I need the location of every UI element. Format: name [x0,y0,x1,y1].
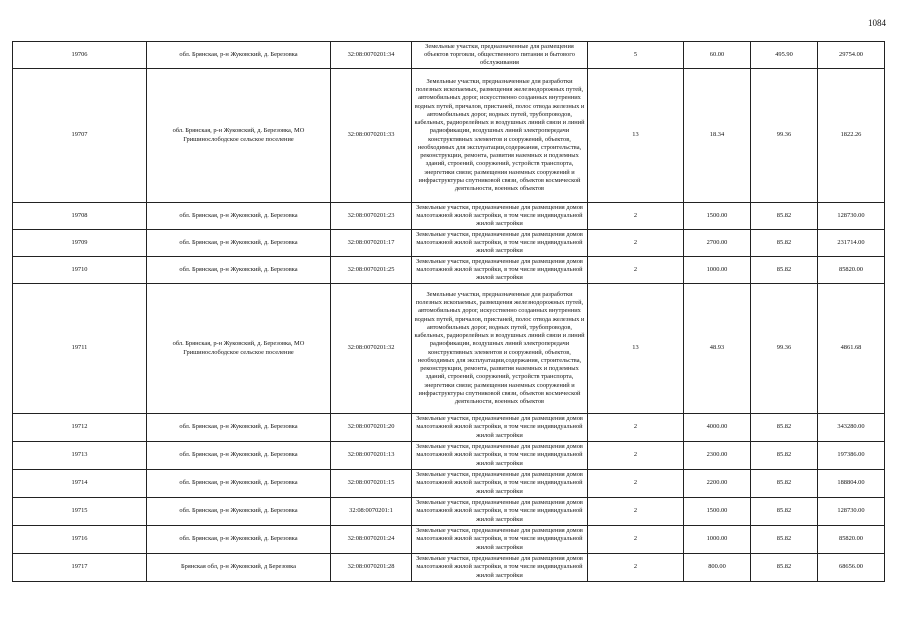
group-cell: 2 [588,526,684,554]
table-row [13,470,885,498]
row-number: 19711 [13,284,147,414]
table-row [13,230,885,257]
rate-cell: 85.82 [751,203,818,230]
rate-cell: 85.82 [751,257,818,284]
group-cell: 13 [588,69,684,203]
cadastral-number-cell: 32:08:0070201:28 [331,554,412,582]
land-use-description-cell: Земельные участки, предназначенные для размещения домов малоэтажной жилой застройки, в том числе индивидуальной жилой застройки [412,257,588,284]
land-use-description-cell: Земельные участки, предназначенные для размещения домов малоэтажной жилой застройки, в том числе индивидуальной жилой застройки [412,470,588,498]
rate-cell: 85.82 [751,498,818,526]
address-cell: Брянская обл, р-н Жуковский, д Березовка [147,554,331,582]
land-use-description-cell: Земельные участки, предназначенные для размещения домов малоэтажной жилой застройки, в том числе индивидуальной жилой застройки [412,414,588,442]
cadastral-value-cell: 231714.00 [818,230,885,257]
rate-cell: 99.36 [751,284,818,414]
table-row [13,554,885,582]
rate-cell: 85.82 [751,442,818,470]
area-cell: 2200.00 [684,470,751,498]
area-cell: 1000.00 [684,526,751,554]
group-cell: 2 [588,470,684,498]
table-row [13,257,885,284]
group-cell: 2 [588,554,684,582]
land-use-description-cell: Земельные участки, предназначенные для размещения домов малоэтажной жилой застройки, в том числе индивидуальной жилой застройки [412,442,588,470]
land-use-description-cell: Земельные участки, предназначенные для размещения домов малоэтажной жилой застройки, в том числе индивидуальной жилой застройки [412,526,588,554]
area-cell: 1500.00 [684,498,751,526]
area-cell: 2300.00 [684,442,751,470]
group-cell: 2 [588,257,684,284]
address-cell: обл. Брянская, р-н Жуковский, д. Березовка [147,257,331,284]
group-cell: 13 [588,284,684,414]
land-use-description-cell: Земельные участки, предназначенные для разработки полезных ископаемых, размещения железнодорожных путей, автомобильных дорог, искусственно созданных внутренних водных путей, причалов, пристаней, полос отвода железных и автомобильных дорог, водных путей, трубопроводов, кабельных, радиорелейных и воздушных линий связи и линий радиофикации, воздушных линий электропередачи конструктивных элементов и сооружений, объектов, необходимых для эксплуатации,содержания, строительства, реконструкции, ремонта, развития наземных и подземных зданий, строений, сооружений, устройств транспорта, энергетики связи; размещения наземных сооружений и инфраструктуры спутниковой связи, объектов космической деятельности, военных объектов [412,69,588,203]
cadastral-value-cell: 85820.00 [818,526,885,554]
area-cell: 60.00 [684,42,751,69]
table-row [13,42,885,69]
cadastral-number-cell: 32:08:0070201:24 [331,526,412,554]
table-row [13,203,885,230]
area-cell: 48.93 [684,284,751,414]
address-cell: обл. Брянская, р-н Жуковский, д. Березовка [147,442,331,470]
cadastral-value-cell: 128730.00 [818,203,885,230]
land-use-description-cell: Земельные участки, предназначенные для размещения домов малоэтажной жилой застройки, в том числе индивидуальной жилой застройки [412,203,588,230]
table-row [13,442,885,470]
page-number: 1084 [868,18,886,28]
table-row [13,284,885,414]
area-cell: 1500.00 [684,203,751,230]
address-cell: обл. Брянская, р-н Жуковский, д. Березовка [147,470,331,498]
row-number: 19709 [13,230,147,257]
group-cell: 5 [588,42,684,69]
cadastral-number-cell: 32:08:0070201:34 [331,42,412,69]
land-use-description-cell: Земельные участки, предназначенные для размещения объектов торговли, общественного питания и бытового обслуживания [412,42,588,69]
address-cell: обл. Брянская, р-н Жуковский, д. Березовка, МО Гришинослободское сельское поселение [147,69,331,203]
rate-cell: 99.36 [751,69,818,203]
cadastral-value-cell: 4861.68 [818,284,885,414]
cadastral-number-cell: 32:08:0070201:25 [331,257,412,284]
rate-cell: 85.82 [751,554,818,582]
table-row [13,498,885,526]
address-cell: обл. Брянская, р-н Жуковский, д. Березовка [147,414,331,442]
cadastral-value-cell: 128730.00 [818,498,885,526]
cadastral-value-cell: 188804.00 [818,470,885,498]
cadastral-value-cell: 68656.00 [818,554,885,582]
rate-cell: 85.82 [751,414,818,442]
cadastral-value-cell: 29754.00 [818,42,885,69]
table-row [13,69,885,203]
land-use-description-cell: Земельные участки, предназначенные для размещения домов малоэтажной жилой застройки, в том числе индивидуальной жилой застройки [412,498,588,526]
row-number: 19713 [13,442,147,470]
row-number: 19712 [13,414,147,442]
address-cell: обл. Брянская, р-н Жуковский, д. Березовка [147,498,331,526]
cadastral-value-table [12,41,885,582]
cadastral-value-cell: 197386.00 [818,442,885,470]
cadastral-number-cell: 32:08:0070201:20 [331,414,412,442]
land-use-description-cell: Земельные участки, предназначенные для размещения домов малоэтажной жилой застройки, в том числе индивидуальной жилой застройки [412,230,588,257]
cadastral-number-cell: 32:08:0070201:32 [331,284,412,414]
cadastral-number-cell: 32:08:0070201:17 [331,230,412,257]
cadastral-value-cell: 85820.00 [818,257,885,284]
row-number: 19706 [13,42,147,69]
cadastral-number-cell: 32:08:0070201:15 [331,470,412,498]
land-use-description-cell: Земельные участки, предназначенные для разработки полезных ископаемых, размещения железнодорожных путей, автомобильных дорог, искусственно созданных внутренних водных путей, причалов, пристаней, полос отвода железных и автомобильных дорог, водных путей, трубопроводов, кабельных, радиорелейных и воздушных линий связи и линий радиофикации, воздушных линий электропередачи конструктивных элементов и сооружений, объектов, необходимых для эксплуатации,содержания, строительства, реконструкции, ремонта, развития наземных и подземных зданий, строений, сооружений, устройств транспорта, энергетики связи; размещения наземных сооружений и инфраструктуры спутниковой связи, объектов космической деятельности, военных объектов [412,284,588,414]
row-number: 19707 [13,69,147,203]
address-cell: обл. Брянская, р-н Жуковский, д. Березовка [147,526,331,554]
cadastral-number-cell: 32:08:0070201:33 [331,69,412,203]
group-cell: 2 [588,442,684,470]
address-cell: обл. Брянская, р-н Жуковский, д. Березовка [147,230,331,257]
area-cell: 1000.00 [684,257,751,284]
land-use-description-cell: Земельные участки, предназначенные для размещения домов малоэтажной жилой застройки, в том числе индивидуальной жилой застройки [412,554,588,582]
address-cell: обл. Брянская, р-н Жуковский, д. Березовка, МО Гришинослободское сельское поселение [147,284,331,414]
group-cell: 2 [588,498,684,526]
row-number: 19716 [13,526,147,554]
cadastral-value-cell: 343280.00 [818,414,885,442]
rate-cell: 495.90 [751,42,818,69]
rate-cell: 85.82 [751,470,818,498]
cadastral-number-cell: 32:08:0070201:1 [331,498,412,526]
rate-cell: 85.82 [751,526,818,554]
area-cell: 800.00 [684,554,751,582]
group-cell: 2 [588,414,684,442]
cadastral-number-cell: 32:08:0070201:23 [331,203,412,230]
cadastral-number-cell: 32:08:0070201:13 [331,442,412,470]
row-number: 19714 [13,470,147,498]
row-number: 19708 [13,203,147,230]
address-cell: обл. Брянская, р-н Жуковский, д. Березовка [147,203,331,230]
address-cell: обл. Брянская, р-н Жуковский, д. Березовка [147,42,331,69]
row-number: 19717 [13,554,147,582]
rate-cell: 85.82 [751,230,818,257]
table-row [13,414,885,442]
group-cell: 2 [588,203,684,230]
table-row [13,526,885,554]
area-cell: 2700.00 [684,230,751,257]
cadastral-value-cell: 1822.26 [818,69,885,203]
row-number: 19715 [13,498,147,526]
area-cell: 18.34 [684,69,751,203]
area-cell: 4000.00 [684,414,751,442]
row-number: 19710 [13,257,147,284]
group-cell: 2 [588,230,684,257]
